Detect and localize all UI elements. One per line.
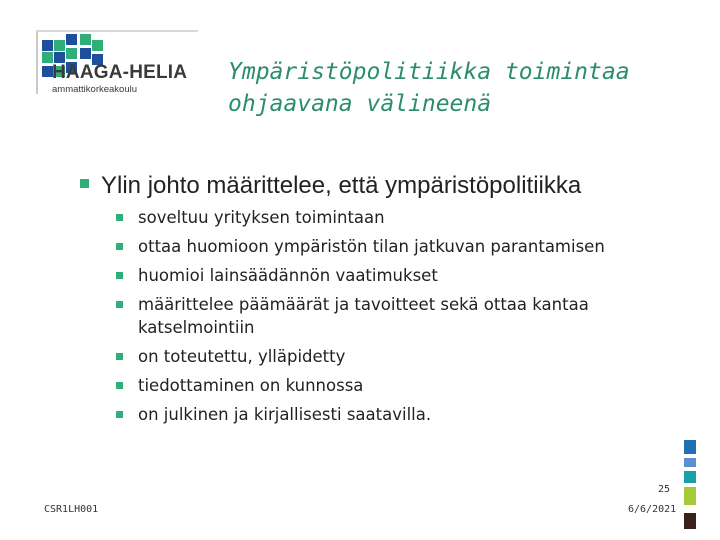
- footer-date: 6/6/2021: [628, 504, 677, 515]
- side-bar-block: [684, 487, 696, 505]
- page-number: 25: [658, 484, 671, 495]
- footer-code: CSR1LH001: [44, 504, 99, 515]
- square-bullet-icon: [116, 243, 123, 250]
- main-bullet: [80, 172, 700, 200]
- logo-square: [66, 48, 77, 59]
- side-bar-block: [684, 458, 696, 467]
- side-color-bar: [684, 440, 696, 529]
- logo-square: [54, 40, 65, 51]
- logo-name: HAAGA-HELIA: [52, 62, 188, 83]
- title-line-1: Ympäristöpolitiikka toimintaa: [228, 59, 630, 85]
- list-item-text: tiedottaminen on kunnossa: [138, 376, 364, 395]
- square-bullet-icon: [116, 382, 123, 389]
- logo-square: [80, 34, 91, 45]
- list-item-text: soveltuu yrityksen toimintaan: [138, 208, 385, 227]
- square-bullet-icon: [116, 272, 123, 279]
- title-line-2: ohjaavana välineenä: [228, 91, 492, 117]
- logo-frame-left: [36, 30, 38, 94]
- side-bar-block: [684, 471, 696, 483]
- list-item: [116, 345, 676, 368]
- list-item: [116, 235, 676, 258]
- list-item-text: määrittelee päämäärät ja tavoitteet sekä ottaa kantaa katselmointiin: [138, 295, 589, 337]
- list-item-text: on julkinen ja kirjallisesti saatavilla.: [138, 405, 432, 424]
- main-bullet-text: Ylin johto määrittelee, että ympäristöpolitiikka: [101, 172, 582, 199]
- logo-subtitle: ammattikorkeakoulu: [52, 84, 138, 95]
- list-item-text: on toteutettu, ylläpidetty: [138, 347, 346, 366]
- slide-title: [228, 56, 698, 120]
- square-bullet-icon: [116, 301, 123, 308]
- side-bar-block: [684, 513, 696, 529]
- list-item: [116, 206, 676, 229]
- list-item: [116, 403, 676, 426]
- square-bullet-icon: [80, 179, 89, 188]
- list-item-text: huomioi lainsäädännön vaatimukset: [138, 266, 438, 285]
- list-item-text: ottaa huomioon ympäristön tilan jatkuvan parantamisen: [138, 237, 605, 256]
- logo-square: [66, 34, 77, 45]
- square-bullet-icon: [116, 353, 123, 360]
- list-item: [116, 374, 676, 397]
- logo-frame-top: [36, 30, 198, 32]
- list-item: [116, 264, 676, 287]
- square-bullet-icon: [116, 214, 123, 221]
- sub-bullet-list: [116, 206, 676, 432]
- side-bar-block: [684, 440, 696, 454]
- list-item: [116, 293, 676, 339]
- logo-square: [92, 40, 103, 51]
- logo-square: [42, 40, 53, 51]
- square-bullet-icon: [116, 411, 123, 418]
- logo-square: [80, 48, 91, 59]
